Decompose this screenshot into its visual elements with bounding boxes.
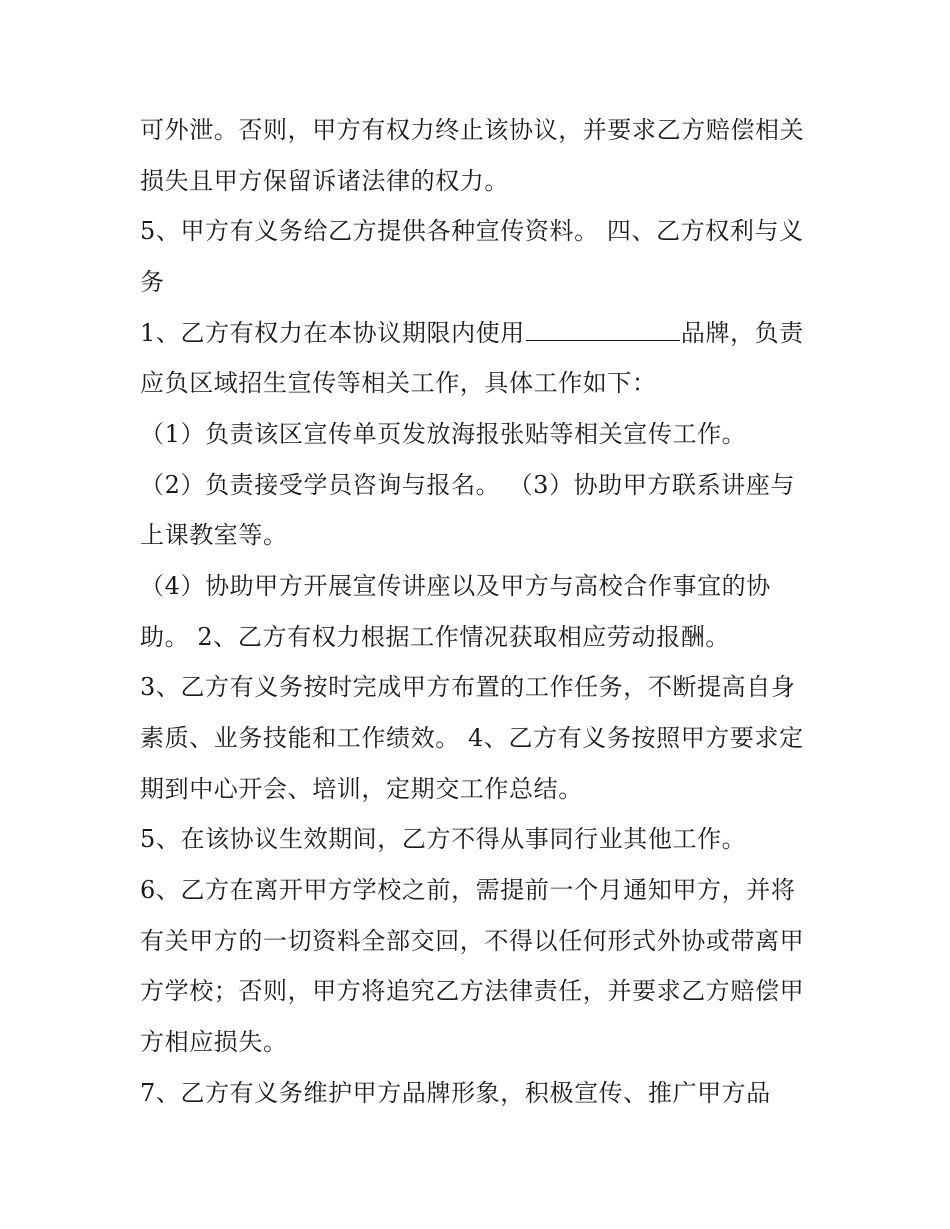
text-line: （2）负责接受学员咨询与报名。 （3）协助甲方联系讲座与 [140, 471, 795, 499]
text-line: 5、在该协议生效期间，乙方不得从事同行业其他工作。 [140, 825, 747, 853]
text-line: （1）负责该区宣传单页发放海报张贴等相关宣传工作。 [140, 420, 747, 448]
text-line: 期到中心开会、培训，定期交工作总结。 [140, 775, 583, 803]
text-line: （4）协助甲方开展宣传讲座以及甲方与高校合作事宜的协 [140, 572, 771, 600]
text-line: 7、乙方有义务维护甲方品牌形象，积极宣传、推广甲方品 [140, 1079, 771, 1107]
text-line: 6、乙方在离开甲方学校之前，需提前一个月通知甲方，并将 [140, 876, 796, 904]
text-line-with-blank [140, 318, 830, 348]
text-line: 3、乙方有义务按时完成甲方布置的工作任务，不断提高自身 [140, 673, 796, 701]
text-line: 方学校；否则，甲方将追究乙方法律责任，并要求乙方赔偿甲 [140, 977, 805, 1005]
text-segment: 品牌，负责 [680, 319, 804, 347]
text-segment: 1、乙方有权力在本协议期限内使用 [140, 319, 525, 347]
text-line: 务 [140, 268, 165, 296]
text-line: 助。 2、乙方有权力根据工作情况获取相应劳动报酬。 [140, 623, 730, 651]
text-line: 应负区域招生宣传等相关工作，具体工作如下： [140, 369, 657, 397]
text-line: 可外泄。否则，甲方有权力终止该协议，并要求乙方赔偿相关 [140, 116, 805, 144]
text-line: 有关甲方的一切资料全部交回，不得以任何形式外协或带离甲 [140, 927, 805, 955]
text-line: 方相应损失。 [140, 1028, 288, 1056]
fill-in-blank[interactable] [526, 320, 680, 341]
text-line: 上课教室等。 [140, 521, 288, 549]
text-line: 5、甲方有义务给乙方提供各种宣传资料。 四、乙方权利与义 [140, 217, 804, 245]
text-line: 损失且甲方保留诉诸法律的权力。 [140, 167, 509, 195]
text-line: 素质、业务技能和工作绩效。 4、乙方有义务按照甲方要求定 [140, 724, 804, 752]
